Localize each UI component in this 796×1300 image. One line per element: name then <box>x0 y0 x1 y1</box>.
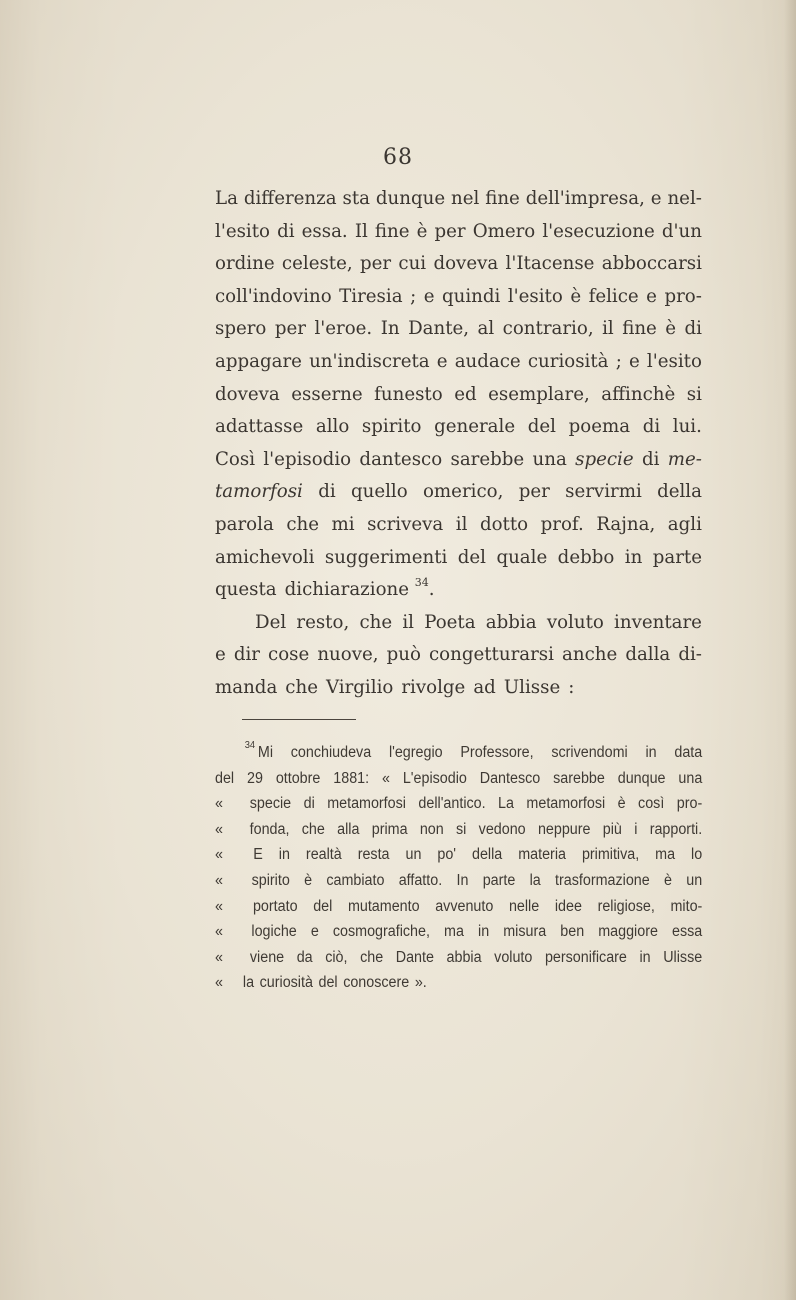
text-line: manda che Virgilio rivolge ad Ulisse : <box>215 676 575 698</box>
footnote-line: « spirito è cambiato affatto. In parte la trasformazione è un <box>215 871 703 889</box>
footnote-number: 34 <box>244 739 256 751</box>
text-line: parola che mi scriveva il dotto prof. Rajna, agli <box>215 513 702 535</box>
footnote-line: « E in realtà resta un po' della materia primitiva, ma lo <box>215 846 703 864</box>
italic-word: tamorfosi <box>215 481 303 503</box>
text-line: l'esito di essa. Il fine è per Omero l'esecuzione d'un <box>215 220 702 242</box>
footnote-line: « specie di metamorfosi dell'antico. La metamorfosi è così pro- <box>215 795 703 813</box>
main-text <box>215 183 702 705</box>
text-line: appagare un'indiscreta e audace curiosità ; e l'esito <box>215 350 702 372</box>
footnote-reference: 34 <box>414 576 429 590</box>
text-line: questa dichiarazione $^{34}$. <box>215 576 435 601</box>
footnote-line: « logiche e cosmografiche, ma in misura ben maggiore essa <box>215 923 703 941</box>
text-line: doveva esserne funesto ed esemplare, affinchè si <box>215 383 702 405</box>
footnote <box>215 740 702 996</box>
footnote-line: « la curiosità del conoscere ». <box>215 974 427 992</box>
text-line: amichevoli suggerimenti del quale debbo in parte <box>215 546 702 568</box>
footnote-line: « viene da ciò, che Dante abbia voluto personificare in Ulisse <box>215 948 703 966</box>
footnote-line: « portato del mutamento avvenuto nelle idee religiose, mito- <box>215 897 703 915</box>
text-line: tamorfosi di quello omerico, per servirmi della <box>215 476 702 509</box>
footnote-line: « fonda, che alla prima non si vedono neppure più i rapporti. <box>215 820 703 838</box>
text-line: spero per l'eroe. In Dante, al contrario, il fine è di <box>215 318 702 340</box>
text-line: e dir cose nuove, può congetturarsi anche dalla di- <box>215 644 702 666</box>
footnote-divider <box>242 719 356 720</box>
italic-word: me- <box>667 448 702 470</box>
text-line: adattasse allo spirito generale del poema di lui. <box>215 416 702 438</box>
footnote-line: $^{34}$ Mi conchiudeva l'egregio Professore, scrivendomi in data <box>244 739 703 761</box>
text-line: Così l'episodio dantesco sarebbe una specie di me- <box>215 444 702 477</box>
text-line: ordine celeste, per cui doveva l'Itacense abboccarsi <box>215 253 702 275</box>
text-line: coll'indovino Tiresia ; e quindi l'esito è felice e pro- <box>215 285 702 307</box>
text-line: Del resto, che il Poeta abbia voluto inventare <box>255 611 702 633</box>
italic-word: specie <box>575 448 634 470</box>
page-number: 68 <box>383 145 413 170</box>
page-edge-shadow <box>784 0 796 1300</box>
text-line: La differenza sta dunque nel fine dell'impresa, e nel- <box>215 188 702 209</box>
footnote-line: del 29 ottobre 1881: « L'episodio Dantesco sarebbe dunque una <box>215 769 703 787</box>
